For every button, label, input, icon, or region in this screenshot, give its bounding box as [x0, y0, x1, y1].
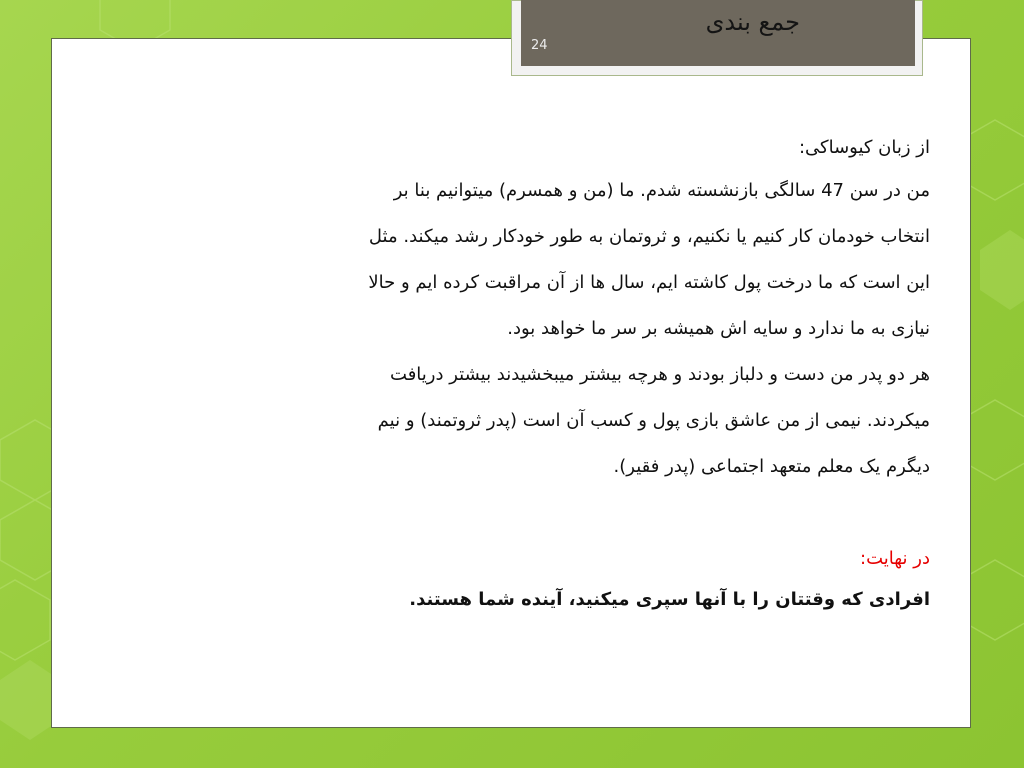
slide-number: 24 [531, 38, 548, 53]
intro-heading: از زبان کیوساکی: [798, 137, 930, 158]
paragraph1-line-1: من در سن 47 سالگی بازنشسته شدم. ما (من و همسرم) میتوانیم بنا بر [393, 180, 930, 201]
conclusion-text: افرادی که وقتتان را با آنها سپری میکنید، آینده شما هستند. [409, 589, 930, 610]
paragraph1-line-4: نیازی به ما ندارد و سایه اش همیشه بر سر ما خواهد بود. [507, 318, 930, 339]
paragraph1-line-3: این است که ما درخت پول کاشته ایم، سال ها از آن مراقبت کرده ایم و حالا [368, 272, 930, 293]
paragraph2-line-2: میکردند. نیمی از من عاشق بازی پول و کسب آن است (پدر ثروتمند) و نیم [377, 410, 930, 431]
conclusion-label: در نهایت: [860, 548, 930, 569]
slide-body [130, 128, 930, 618]
blank-line [130, 490, 930, 536]
paragraph1-line-2: انتخاب خودمان کار کنیم یا نکنیم، و ثروتمان به طور خودکار رشد میکند. مثل [368, 226, 930, 247]
title-box [521, 0, 915, 66]
paragraph2-line-3: دیگرم یک معلم متعهد اجتماعی (پدر فقیر). [613, 456, 930, 477]
paragraph2-line-1: هر دو پدر من دست و دلباز بودند و هرچه بیشتر میبخشیدند بیشتر دریافت [390, 364, 930, 385]
slide-title: جمع بندی [705, 8, 800, 36]
